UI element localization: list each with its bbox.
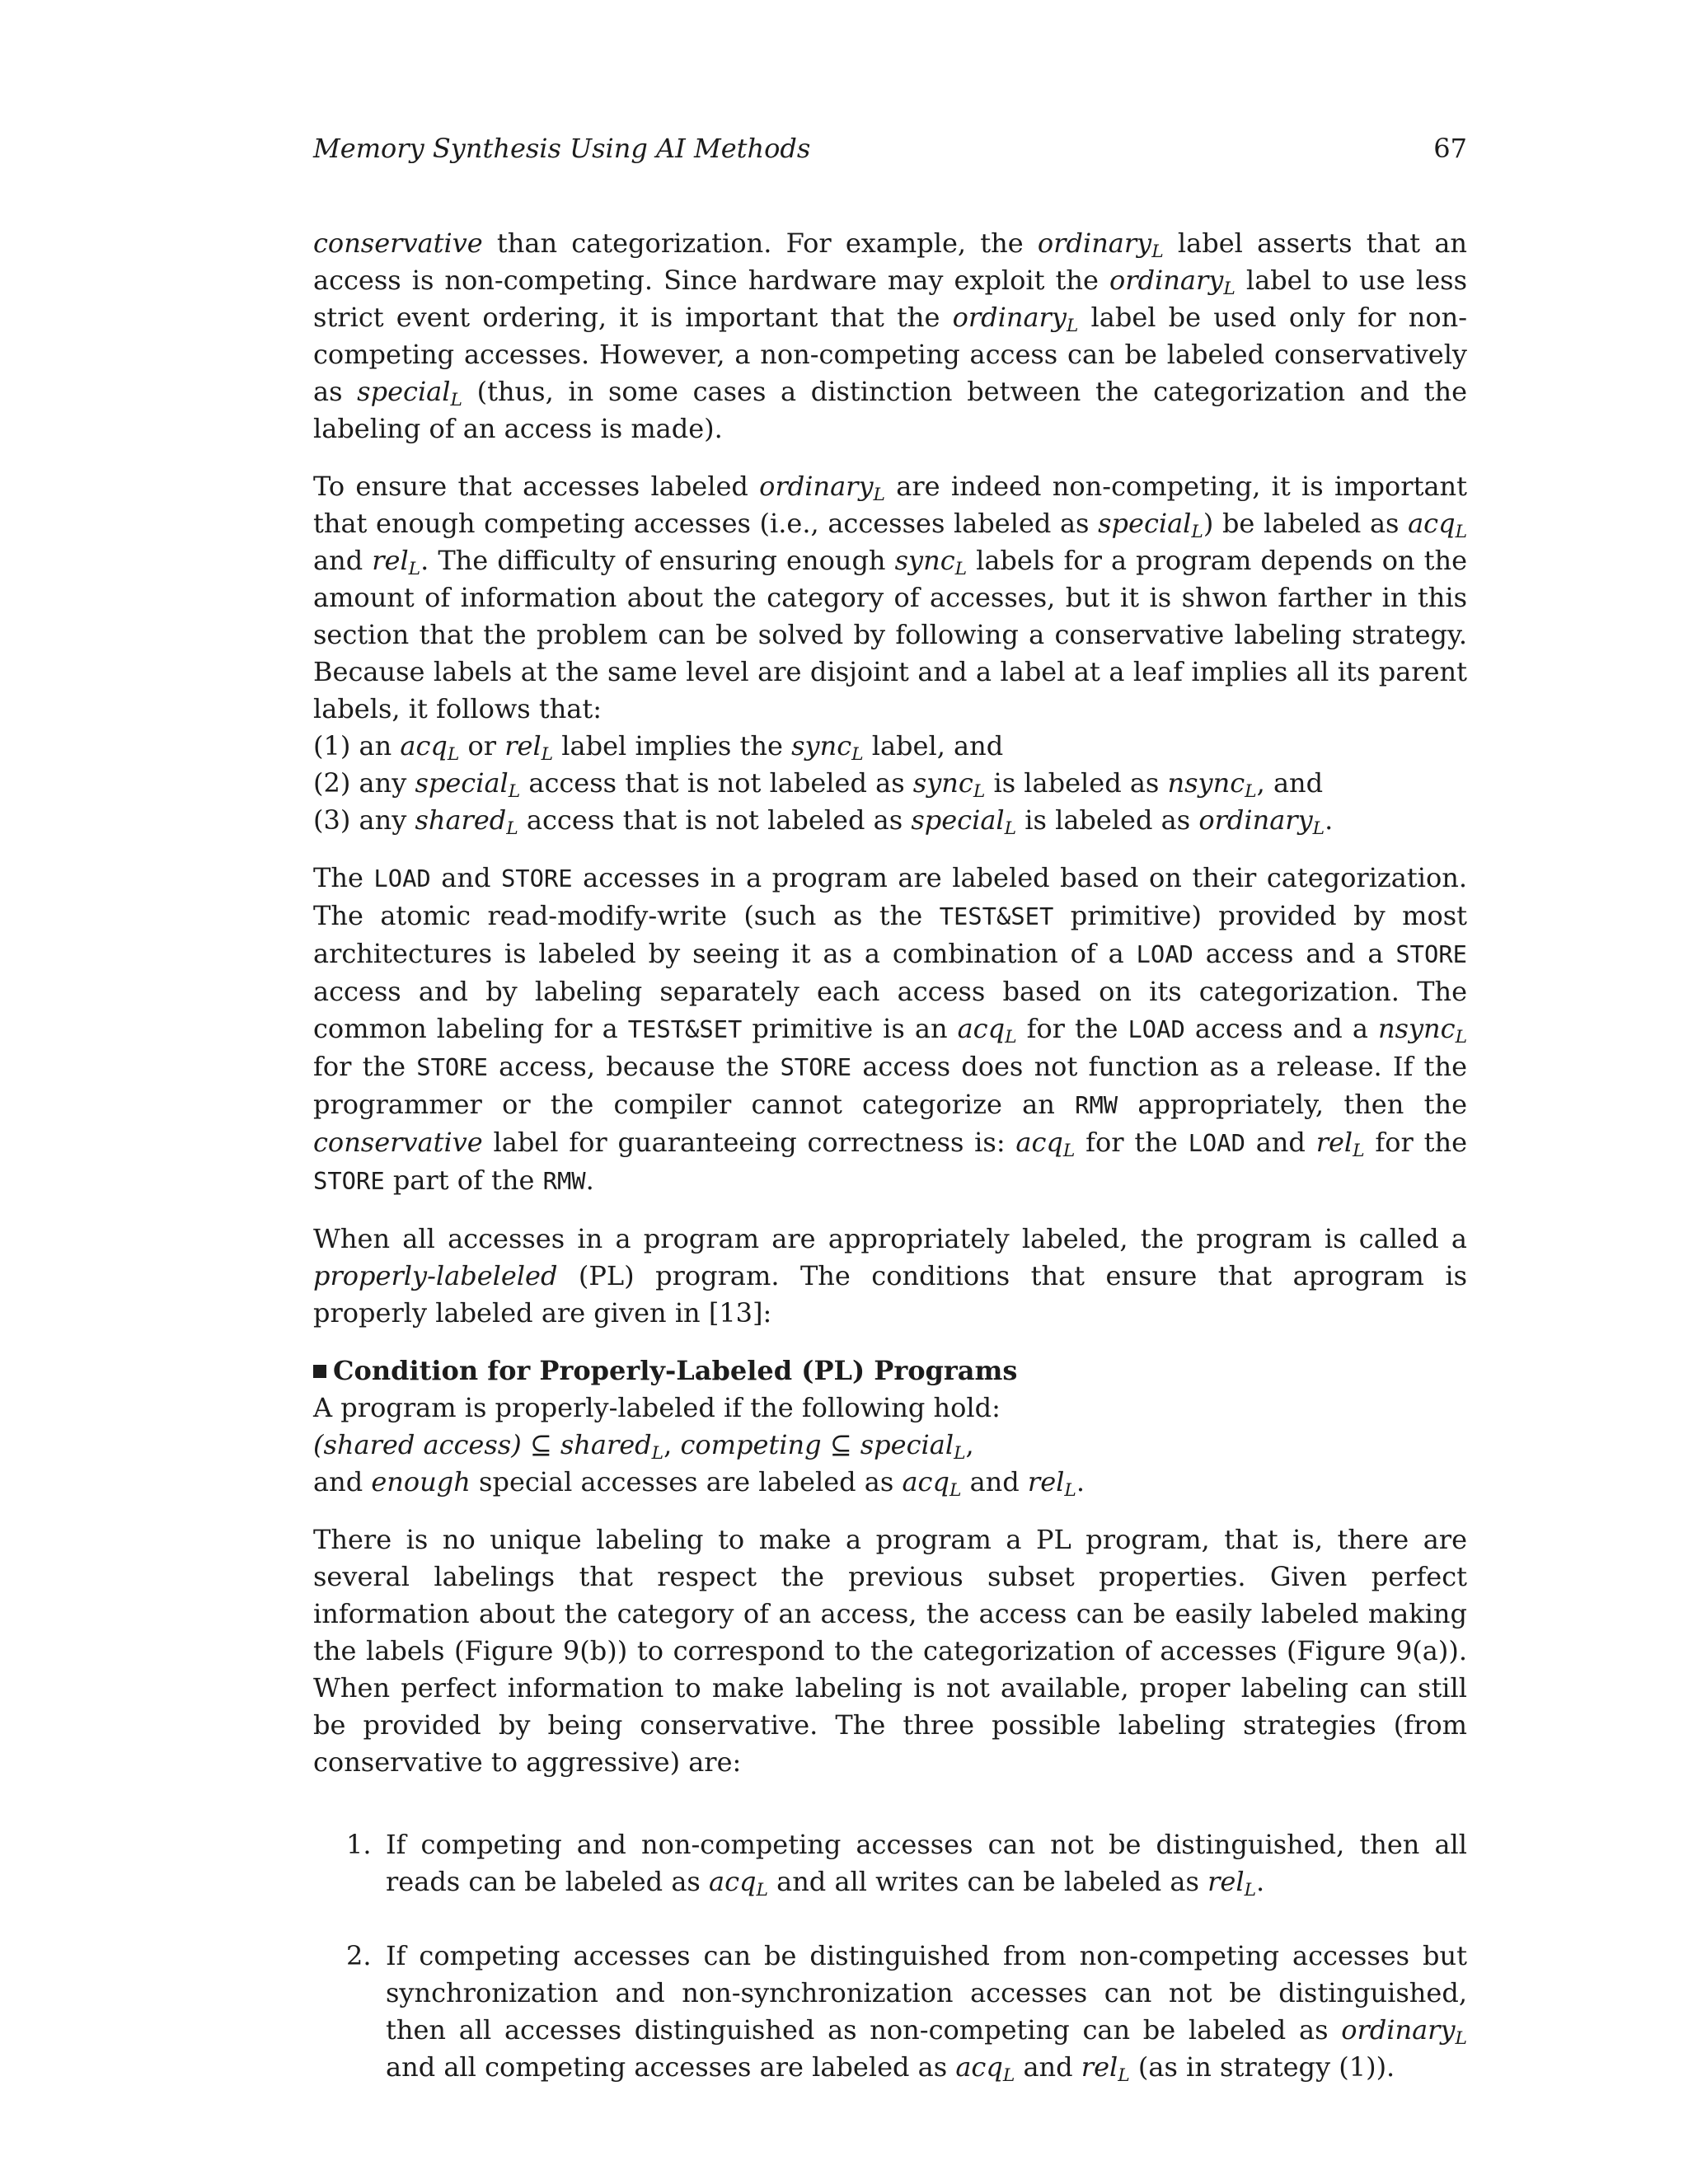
- rule-1: (1) an acq$_L$ or rel$_L$ label implies the sync$_L$ label, and: [313, 730, 1004, 766]
- page-number: 67: [1433, 133, 1467, 164]
- condition-line-2: (shared access) ⊆ shared$_L$, competing ⊆ special$_L$,: [313, 1429, 974, 1465]
- pl-condition-block: [313, 1352, 1467, 1501]
- condition-heading: Condition for Properly-Labeled (PL) Programs: [313, 1352, 1467, 1390]
- condition-line-3: and enough special accesses are labeled as acq$_L$ and rel$_L$.: [313, 1466, 1085, 1502]
- strategy-list: [313, 1826, 1467, 2086]
- document-page: [313, 130, 1467, 2123]
- condition-line-1: A program is properly-labeled if the following hold:: [313, 1392, 1001, 1423]
- paragraph-5: There is no unique labeling to make a program a PL program, that is, there are several labelings that respect the previous subset properties. Given perfect information about the category of an access, the access can be easily labeled making the labels (Figure 9(b)) to correspond to the categorization of accesses (Figure 9(a)). When perfect information to make labeling is not available, proper labeling can still be provided by being conservative. The three possible labeling strategies (from conservative to aggressive) are:: [313, 1524, 1467, 1778]
- running-title: Memory Synthesis Using AI Methods: [313, 133, 811, 164]
- rule-2: (2) any special$_L$ access that is not labeled as sync$_L$ is labeled as nsync$_L$, and: [313, 767, 1324, 803]
- rule-3: (3) any shared$_L$ access that is not labeled as special$_L$ is labeled as ordinary$_L$.: [313, 804, 1334, 840]
- list-item: 2. If competing accesses can be distinguished from non-competing accesses but synchronization and non-synchronization accesses can not be distinguished, then all accesses distinguished as non-competing can be labeled as ordinary$_L$ and all competing accesses are labeled as acq$_L$ and rel$_L$ (as in strategy (1)).: [346, 1940, 1467, 2087]
- label-ordinary: ordinary: [952, 302, 1067, 333]
- list-item: 1. If competing and non-competing accesses can not be distinguished, then all reads can be labeled as acq$_L$ and all writes can be labeled as rel$_L$.: [346, 1829, 1467, 1901]
- label-special: special: [357, 376, 451, 407]
- paragraph-3: The LOAD and STORE accesses in a program are labeled based on their categorization. The atomic read-modify-write (such as the TEST&SET primitive) provided by most architectures is labeled by seeing it as a combination of a LOAD access and a STORE access and by labeling separately each access based on its categorization. The common labeling for a TEST&SET primitive is an acq$_L$ for the LOAD access and a nsync$_L$ for the STORE access, because the STORE access does not function as a release. If the programmer or the compiler cannot categorize an RMW appropriately, then the conservative label for guaranteeing correctness is: acq$_L$ for the LOAD and rel$_L$ for the STORE part of the RMW.: [313, 862, 1468, 1196]
- paragraph-2: To ensure that accesses labeled ordinary$_L$ are indeed non-competing, it is important that enough competing accesses (i.e., accesses labeled as special$_L$) be labeled as acq$_L$ and rel$_L$. The difficulty of ensuring enough sync$_L$ labels for a program depends on the amount of information about the category of accesses, but it is shwon farther in this section that the problem can be solved by following a conservative labeling strategy. Because labels at the same level are disjoint and a label at a leaf implies all its parent labels, it follows that: (1) an acq$_L$ or rel$_L$ label implies the sync$_L$ label, and (2) any special$_L$ access that is not labeled as sync$_L$ is labeled as nsync$_L$, and (3) any shared$_L$ access that is not labeled as special$_L$ is labeled as ordinary$_L$.: [313, 471, 1468, 840]
- running-header: [313, 130, 1467, 167]
- term-conservative: conservative: [313, 227, 483, 259]
- label-ordinary: ordinary: [1037, 227, 1152, 259]
- bullet-square-icon: [313, 1365, 326, 1378]
- paragraph-4: When all accesses in a program are appropriately labeled, the program is called a properly-labeleled (PL) program. The conditions that ensure that aprogram is properly labeled are given in [13]:: [313, 1223, 1467, 1329]
- paragraph-1: conservative than categorization. For example, the ordinary$_L$ label asserts that an access is non-competing. Since hardware may exploit the ordinary$_L$ label to use less strict event ordering, it is important that the ordinary$_L$ label be used only for non-competing accesses. However, a non-competing access can be labeled conservatively as special$_L$ (thus, in some cases a distinction between the categorization and the labeling of an access is made).: [313, 227, 1468, 444]
- label-ordinary: ordinary: [1109, 265, 1224, 296]
